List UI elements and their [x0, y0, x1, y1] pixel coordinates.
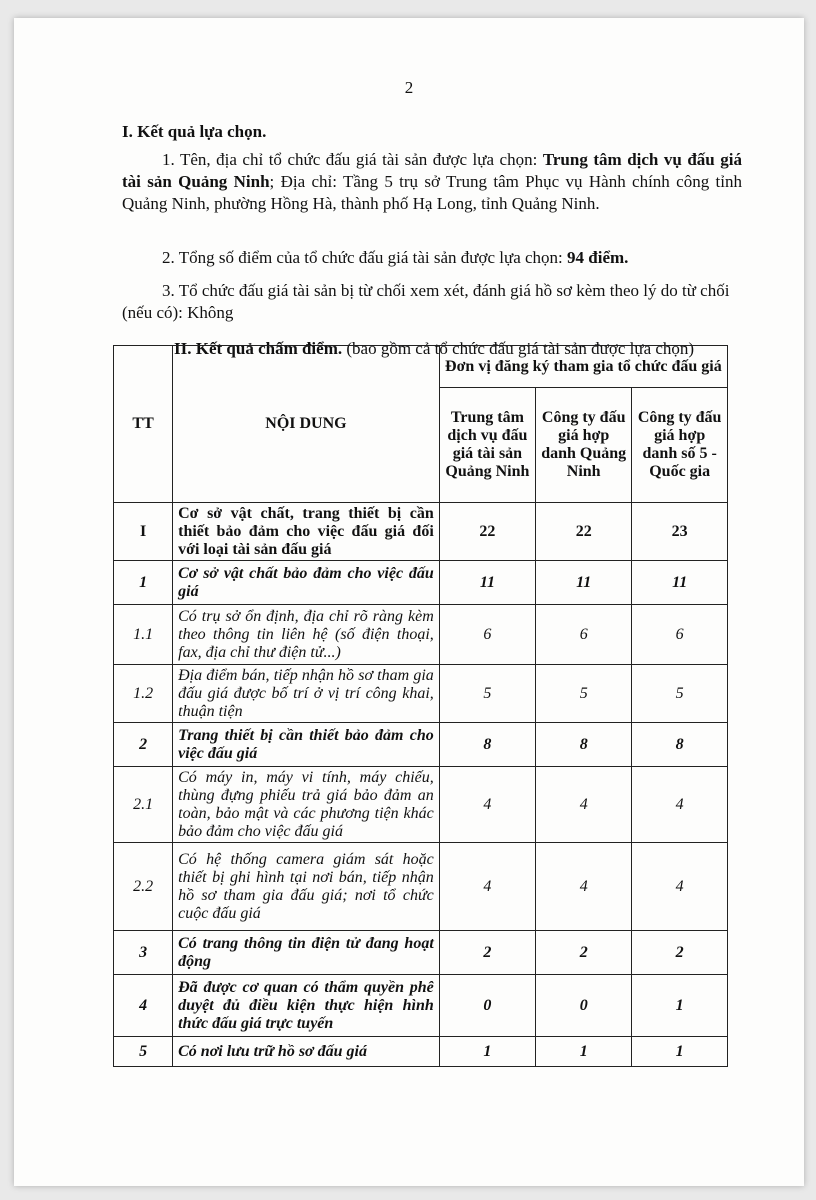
row-score-a: 4: [439, 843, 535, 931]
row-score-c: 5: [632, 665, 728, 723]
paragraph-selected-org: [122, 149, 742, 215]
row-score-b: 2: [536, 931, 632, 975]
score-table: [113, 345, 728, 1067]
row-content: Có trụ sở ổn định, địa chỉ rõ ràng kèm theo thông tin liên hệ (số điện thoại, fax, địa chỉ thư điện tử...): [173, 605, 440, 665]
row-content: Đã được cơ quan có thẩm quyền phê duyệt đủ điều kiện thực hiện hình thức đấu giá trực tuyến: [173, 975, 440, 1037]
row-score-b: 1: [536, 1037, 632, 1067]
row-score-b: 0: [536, 975, 632, 1037]
row-score-c: 23: [632, 503, 728, 561]
table-row: [114, 931, 728, 975]
paragraph-total-score: [122, 247, 742, 269]
row-score-b: 5: [536, 665, 632, 723]
table-row: [114, 561, 728, 605]
col-header-content: NỘI DUNG: [173, 346, 440, 503]
row-content: Cơ sở vật chất bảo đảm cho việc đấu giá: [173, 561, 440, 605]
col-header-group: Đơn vị đăng ký tham gia tổ chức đấu giá: [439, 346, 727, 388]
section-2-heading-rest: (bao gồm cả tổ chức đấu giá tài sản được lựa chọn): [342, 339, 695, 358]
col-header-org-a: Trung tâm dịch vụ đấu giá tài sản Quảng Ninh: [439, 388, 535, 503]
row-score-a: 6: [439, 605, 535, 665]
row-score-c: 1: [632, 975, 728, 1037]
row-score-a: 8: [439, 723, 535, 767]
row-score-a: 22: [439, 503, 535, 561]
section-2-heading-bold: II. Kết quả chấm điểm.: [174, 339, 343, 358]
table-row: [114, 665, 728, 723]
page-number: 2: [404, 78, 414, 97]
paragraph-rejected: 3. Tổ chức đấu giá tài sản bị từ chối xem xét, đánh giá hồ sơ kèm theo lý do từ chối (nếu có): Không: [122, 281, 730, 322]
row-content: Địa điểm bán, tiếp nhận hồ sơ tham gia đấu giá được bố trí ở vị trí công khai, thuận tiện: [173, 665, 440, 723]
table-row: [114, 503, 728, 561]
p2-prefix: 2. Tổng số điểm của tổ chức đấu giá tài sản được lựa chọn:: [162, 248, 568, 267]
row-content: Trang thiết bị cần thiết bảo đảm cho việc đấu giá: [173, 723, 440, 767]
p1-org-name: Trung tâm dịch vụ đấu giá tài sản Quảng Ninh: [122, 150, 742, 191]
row-content: Có hệ thống camera giám sát hoặc thiết bị ghi hình tại nơi bán, tiếp nhận hồ sơ tham gia đấu giá; nơi tổ chức cuộc đấu giá: [173, 843, 440, 931]
row-score-b: 4: [536, 843, 632, 931]
p1-suffix: ; Địa chỉ: Tầng 5 trụ sở Trung tâm Phục vụ Hành chính công tỉnh Quảng Ninh, phường Hồng Hà, thành phố Hạ Long, tỉnh Quảng Ninh.: [122, 172, 742, 213]
table-row: [114, 605, 728, 665]
row-tt: 1.2: [114, 665, 173, 723]
table-row: [114, 767, 728, 843]
row-content: Có nơi lưu trữ hồ sơ đấu giá: [173, 1037, 440, 1067]
row-tt: 4: [114, 975, 173, 1037]
row-tt: 3: [114, 931, 173, 975]
col-header-org-b: Công ty đấu giá hợp danh Quảng Ninh: [536, 388, 632, 503]
row-score-c: 4: [632, 767, 728, 843]
row-score-c: 6: [632, 605, 728, 665]
row-score-a: 2: [439, 931, 535, 975]
row-score-a: 11: [439, 561, 535, 605]
row-content: Có trang thông tin điện tử đang hoạt động: [173, 931, 440, 975]
row-tt: 2.2: [114, 843, 173, 931]
col-header-tt: TT: [114, 346, 173, 503]
row-tt: I: [114, 503, 173, 561]
col-header-org-c: Công ty đấu giá hợp danh số 5 - Quốc gia: [632, 388, 728, 503]
row-score-a: 4: [439, 767, 535, 843]
row-score-b: 11: [536, 561, 632, 605]
row-tt: 1.1: [114, 605, 173, 665]
p2-score: 94 điểm.: [567, 248, 629, 267]
table-row: [114, 843, 728, 931]
row-score-b: 8: [536, 723, 632, 767]
row-score-a: 1: [439, 1037, 535, 1067]
row-score-b: 6: [536, 605, 632, 665]
section-1-heading: I. Kết quả lựa chọn.: [122, 122, 267, 141]
row-score-a: 5: [439, 665, 535, 723]
row-score-c: 1: [632, 1037, 728, 1067]
table-row: [114, 723, 728, 767]
row-content: Có máy in, máy vi tính, máy chiếu, thùng đựng phiếu trả giá bảo đảm an toàn, bảo mật và các phương tiện khác bảo đảm cho việc đấu giá: [173, 767, 440, 843]
row-score-c: 4: [632, 843, 728, 931]
p1-prefix: 1. Tên, địa chỉ tổ chức đấu giá tài sản được lựa chọn:: [162, 150, 543, 169]
row-tt: 5: [114, 1037, 173, 1067]
row-tt: 2.1: [114, 767, 173, 843]
row-score-a: 0: [439, 975, 535, 1037]
table-row: [114, 1037, 728, 1067]
row-tt: 2: [114, 723, 173, 767]
row-score-c: 2: [632, 931, 728, 975]
row-score-c: 8: [632, 723, 728, 767]
row-score-b: 4: [536, 767, 632, 843]
row-content: Cơ sở vật chất, trang thiết bị cần thiết bảo đảm cho việc đấu giá đối với loại tài sản đấu giá: [173, 503, 440, 561]
row-score-b: 22: [536, 503, 632, 561]
row-score-c: 11: [632, 561, 728, 605]
row-tt: 1: [114, 561, 173, 605]
table-row: [114, 975, 728, 1037]
